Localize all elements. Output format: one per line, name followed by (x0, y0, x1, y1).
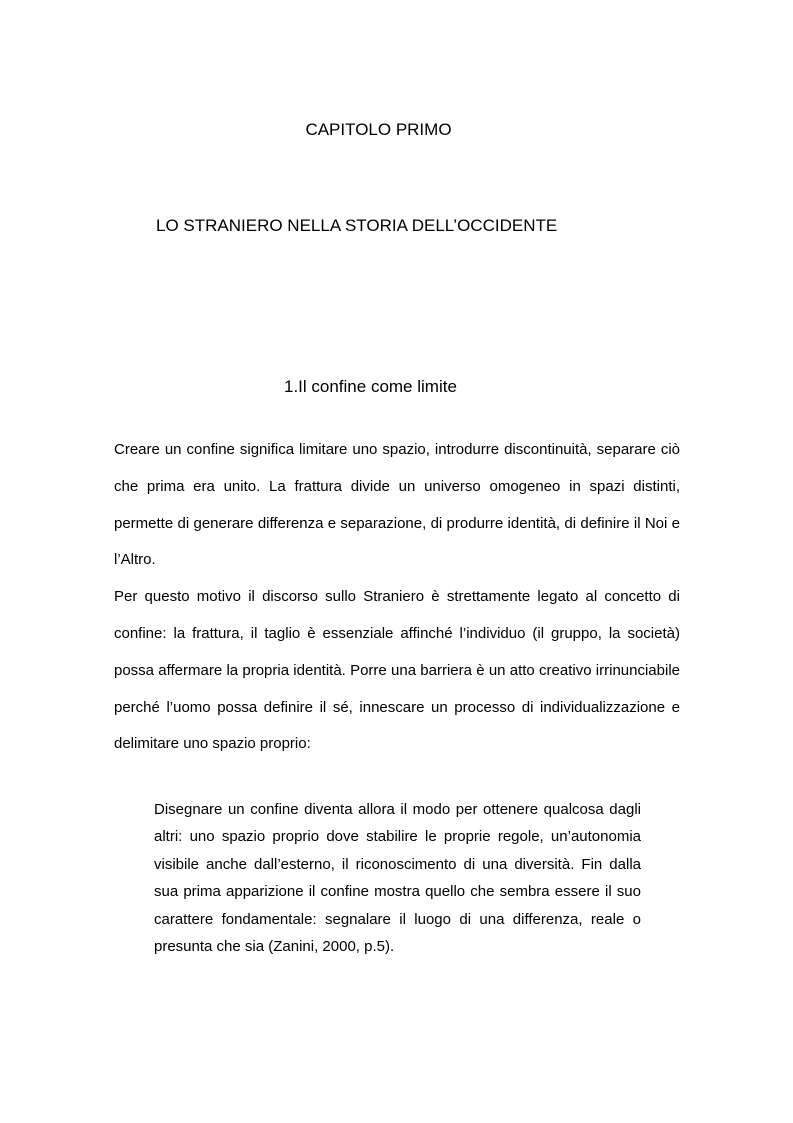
chapter-title: LO STRANIERO NELLA STORIA DELL’OCCIDENTE (156, 216, 558, 235)
body-paragraph-2: Per questo motivo il discorso sullo Straniero è strettamente legato al concetto di confine: la frattura, il taglio è essenziale affinché l’individuo (il gruppo, la società) possa affermare la propria identità. Porre una barriera è un atto creativo irrinunciabile perché l’uomo possa definire il sé, innescare un processo di individualizzazione e delimitare uno spazio proprio: (114, 588, 680, 753)
block-quote: Disegnare un confine diventa allora il modo per ottenere qualcosa dagli altri: uno spazio proprio dove stabilire le proprie regole, un’autonomia visibile anche dall’esterno, il riconoscimento di una diversità. Fin dalla sua prima apparizione il confine mostra quello che sembra essere il suo carattere fondamentale: segnalare il luogo di una differenza, reale o presunta che sia (Zanini, 2000, p.5). (154, 801, 641, 956)
body-text (114, 432, 680, 763)
section-heading: 1.Il confine come limite (284, 377, 457, 396)
chapter-label: CAPITOLO PRIMO (305, 120, 452, 139)
body-paragraph-1: Creare un confine significa limitare uno spazio, introdurre discontinuità, separare ciò che prima era unito. La frattura divide un universo omogeneo in spazi distinti, permette di generare differenza e separazione, di produrre identità, di definire il Noi e l’Altro. (114, 441, 680, 569)
